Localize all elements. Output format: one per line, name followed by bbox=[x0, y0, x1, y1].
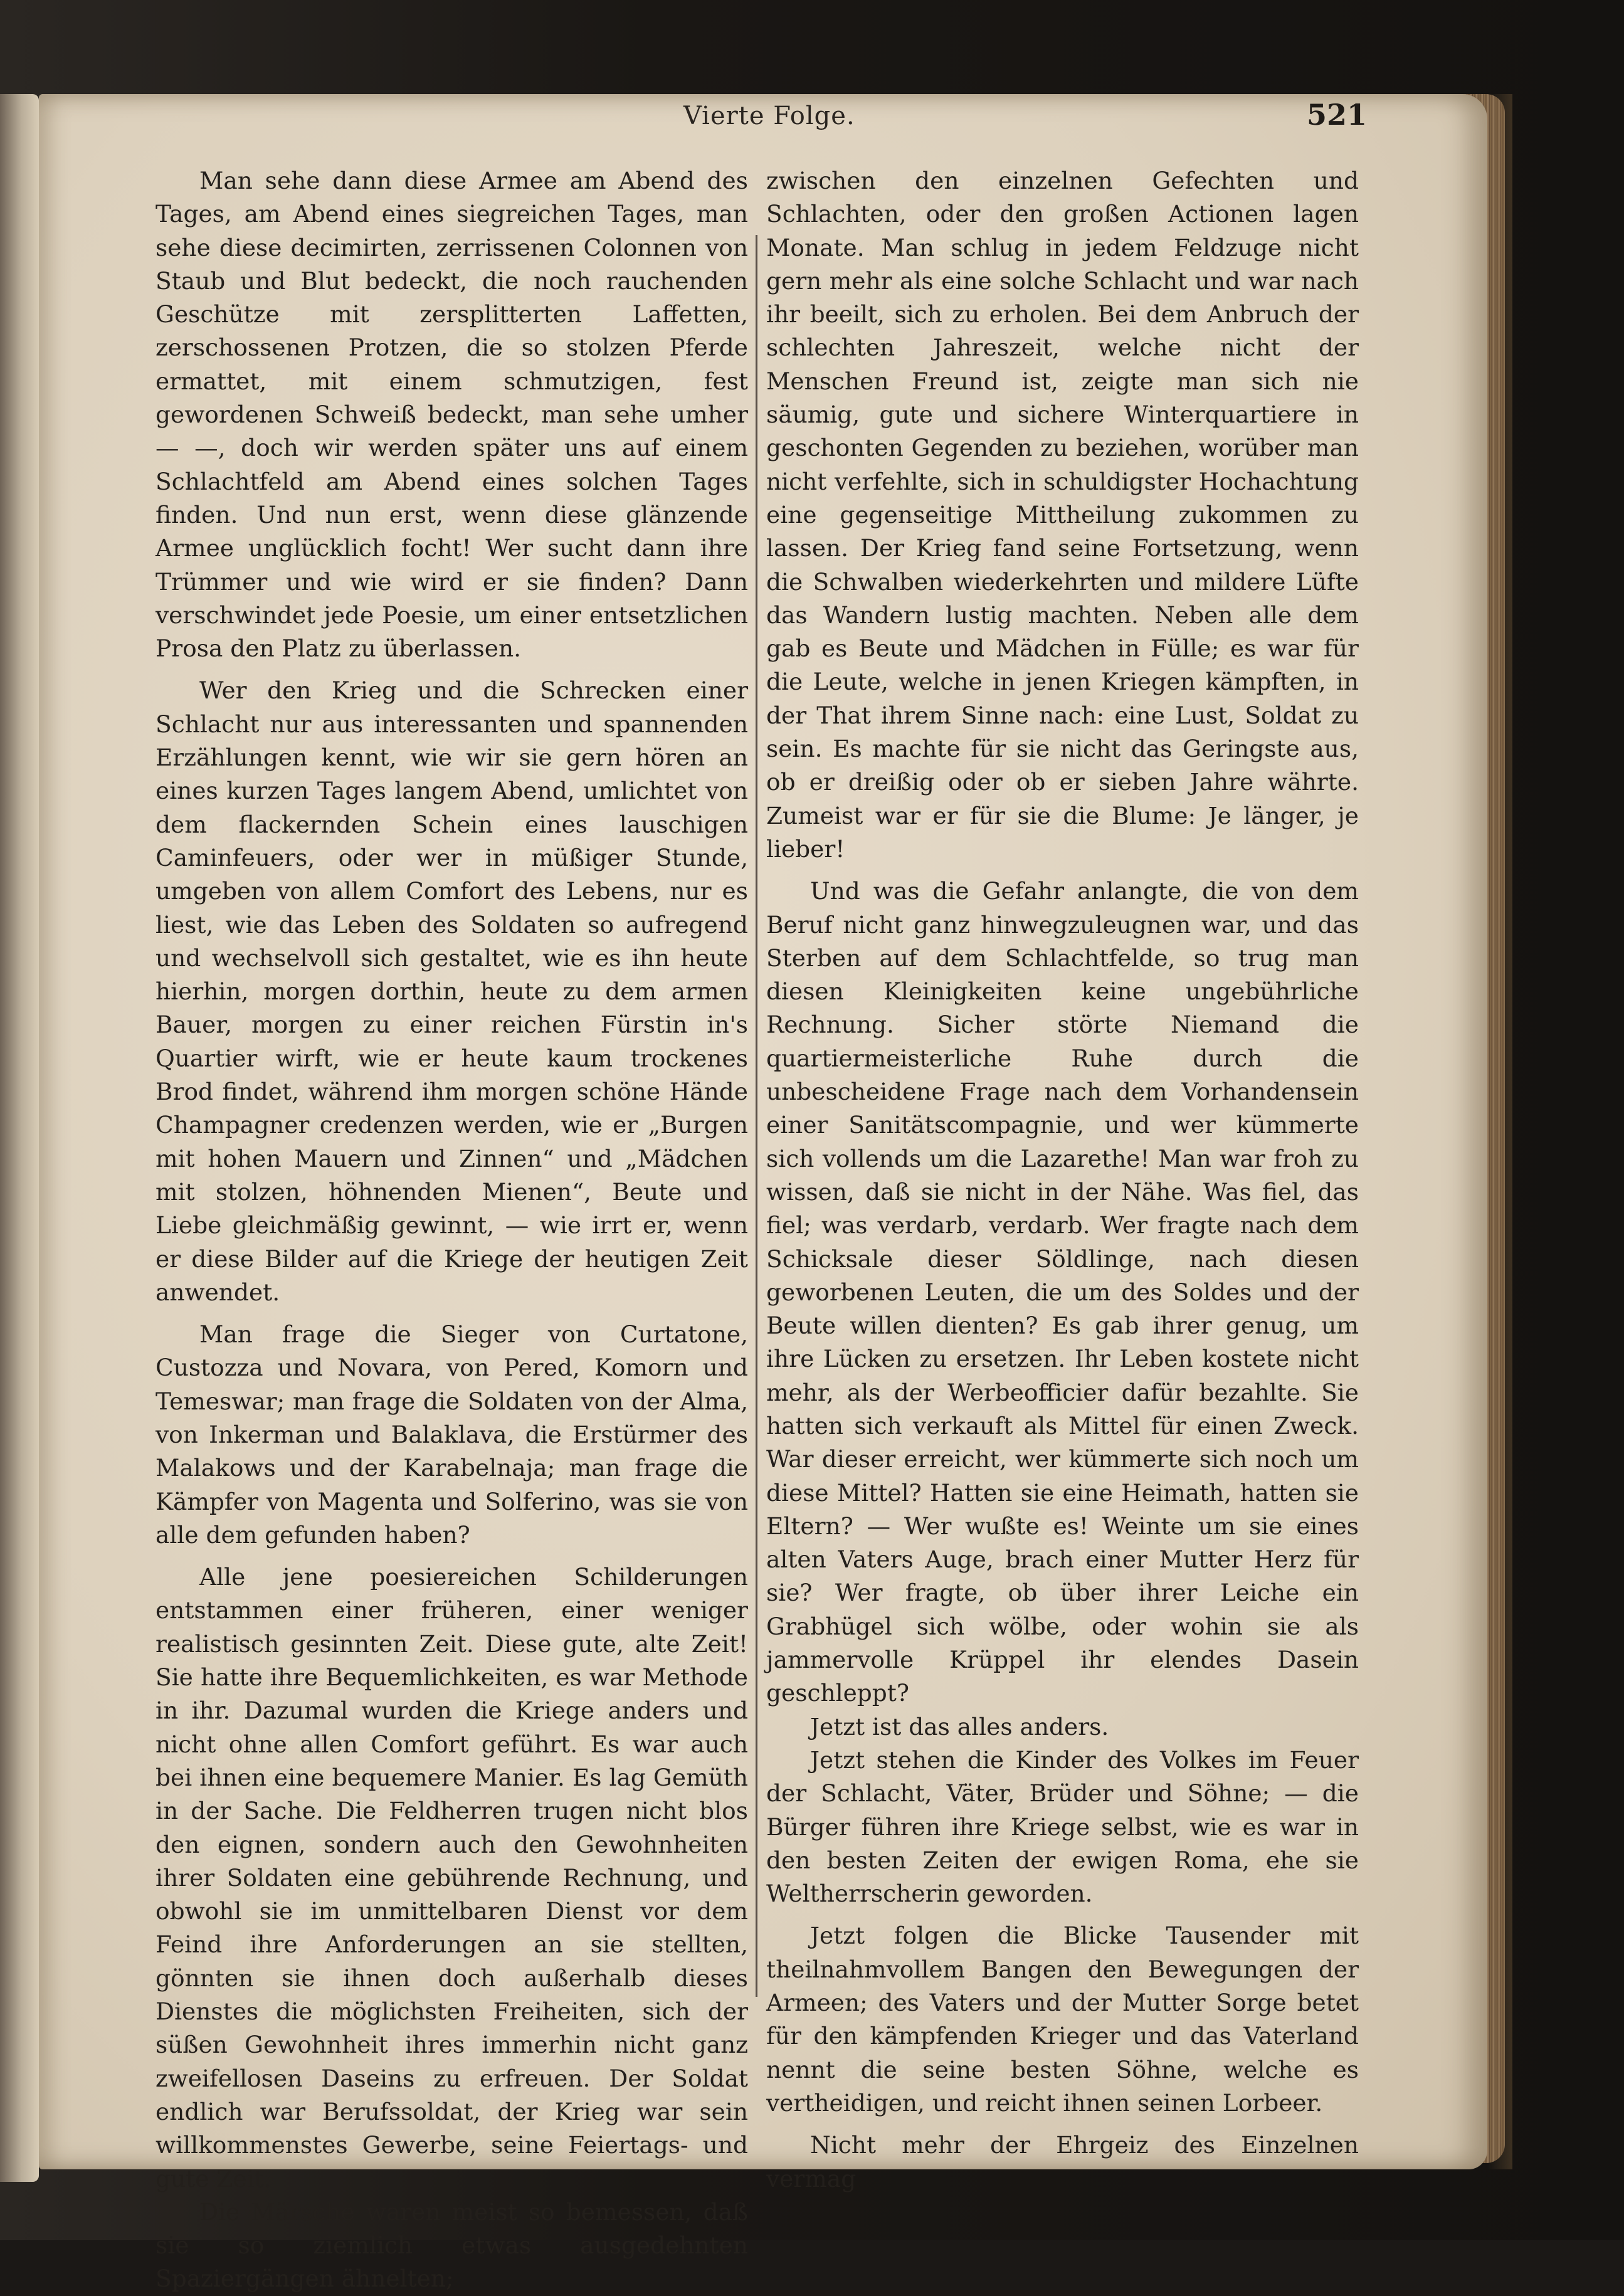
paragraph: Jetzt ist das alles anders. bbox=[810, 1712, 1109, 1740]
paragraph: zwischen den einzelnen Gefechten und Schlachten, oder den großen Actionen lagen Monate. Man schlug in jedem Feldzuge nicht gern mehr als eine solche Schlacht und war nach ihr beeilt, sich zu erholen. Bei dem Anbruch der schlechten Jahreszeit, welche nicht der Menschen Freund ist, zeigte man sich nie säumig, gute und sichere Winterquartiere in geschonten Gegenden zu beziehen, worüber man nicht verfehlte, sich in schuldigster Hochachtung eine gegenseitige Mittheilung zukommen zu lassen. Der Krieg fand seine Fortsetzung, wenn die Schwalben wiederkehrten und mildere Lüfte das Wandern lustig machten. Neben alle dem gab es Beute und Mädchen in Fülle; es war für die Leute, welche in jenen Kriegen kämpften, in der That ihrem Sinne nach: eine Lust, Soldat zu sein. Es machte für sie nicht das Geringste aus, ob er dreißig oder ob er sieben Jahre währte. Zumeist war er für sie die Blume: Je länger, je lieber! bbox=[766, 167, 1359, 863]
paragraph: Alle jene poesiereichen Schilderungen entstammen einer früheren, einer weniger realistisch gesinnten Zeit. Diese gute, alte Zeit! Sie hatte ihre Bequemlichkeiten, es war Methode in ihr. Dazumal wurden die Kriege anders und nicht ohne allen Comfort geführt. Es war auch bei ihnen eine bequemere Manier. Es lag Gemüth in der Sache. Die Feldherren trugen nicht blos den eignen, sondern auch den Gewohnheiten ihrer Soldaten eine gebührende Rechnung, und obwohl sie im unmittelbaren Dienst vor dem Feind ihre Anforderungen an sie stellten, gönnten sie ihnen doch außerhalb dieses Dienstes die möglichsten Freiheiten, sich der süßen Gewohnheit ihres immerhin nicht ganz zweifellosen Daseins zu erfreuen. Der Soldat endlich war Berufssoldat, der Krieg war sein willkommenstes Gewerbe, seine Feiertags- und gute Zeit. bbox=[156, 1563, 748, 2193]
running-head: Vierte Folge. bbox=[683, 102, 855, 130]
page-curl-shadow bbox=[1487, 94, 1512, 2169]
page-number: 521 bbox=[1306, 98, 1367, 132]
page-header bbox=[683, 98, 1367, 139]
left-column bbox=[156, 164, 748, 2296]
paragraph: Und was die Gefahr anlangte, die von dem Beruf nicht ganz hinwegzuleugnen war, und das Sterben auf dem Schlachtfelde, so trug man diesen Kleinigkeiten keine ungebührliche Rechnung. Sicher störte Niemand die quartiermeisterliche Ruhe durch die unbescheidene Frage nach dem Vorhandensein einer Sanitätscompagnie, und wer kümmerte sich vollends um die Lazarethe! Man war froh zu wissen, daß sie nicht in der Nähe. Was fiel, das fiel; was verdarb, verdarb. Wer fragte nach dem Schicksale dieser Söldlinge, nach diesen geworbenen Leuten, die um des Soldes und der Beute willen dienten? Es gab ihrer genug, um ihre Lücken zu ersetzen. Ihr Leben kostete nicht mehr, als der Werbeofficier dafür bezahlte. Sie hatten sich verkauft als Mittel für einen Zweck. War dieser erreicht, wer kümmerte sich noch um diese Mittel? Hatten sie eine Heimath, hatten sie Eltern? — Wer wußte es! Weinte um sie eines alten Vaters Auge, brach einer Mutter Herz für sie? Wer fragte, ob über ihrer Leiche ein Grabhügel sich wölbe, oder wohin sie als jammervolle Krüppel ihr elendes Dasein geschleppt? bbox=[766, 877, 1359, 1707]
paragraph: Jetzt folgen die Blicke Tausender mit theilnahmvollem Bangen den Bewegungen der Armeen; des Vaters und der Mutter Sorge betet für den kämpfenden Krieger und das Vaterland nennt die seine besten Söhne, welche es vertheidigen, und reicht ihnen seinen Lorbeer. bbox=[766, 1922, 1359, 2117]
paragraph: Man sehe dann diese Armee am Abend des Tages, am Abend eines siegreichen Tages, man sehe diese decimirten, zerrissenen Colonnen von Staub und Blut bedeckt, die noch rauchenden Geschütze mit zersplitterten Laffetten, zerschossenen Protzen, die so stolzen Pferde ermattet, mit einem schmutzigen, fest gewordenen Schweiß bedeckt, man sehe umher — —, doch wir werden später uns auf einem Schlachtfeld am Abend eines solchen Tages finden. Und nun erst, wenn diese glänzende Armee unglücklich focht! Wer sucht dann ihre Trümmer und wie wird er sie finden? Dann verschwindet jede Poesie, um einer entsetzlichen Prosa den Platz zu überlassen. bbox=[156, 167, 748, 663]
previous-page-edge bbox=[0, 94, 39, 2182]
paragraph: Die Märsche waren meist so bemessen, daß sie so ziemlich etwas ausgedehnten Spaziergängen ähnelten; bbox=[156, 2198, 748, 2293]
paragraph: Man frage die Sieger von Curtatone, Custozza und Novara, von Pered, Komorn und Temeswar; man frage die Soldaten von der Alma, von Inkerman und Balaklava, die Erstürmer des Malakows und der Karabelnaja; man frage die Kämpfer von Magenta und Solferino, was sie von alle dem gefunden haben? bbox=[156, 1320, 748, 1549]
column-divider bbox=[756, 235, 757, 1997]
paragraph: Wer den Krieg und die Schrecken einer Schlacht nur aus interessanten und spannenden Erzählungen kennt, wie wir sie gern hören an eines kurzen Tages langem Abend, umlichtet von dem flackernden Schein eines lauschigen Caminfeuers, oder wer in müßiger Stunde, umgeben von allem Comfort des Lebens, nur es liest, wie das Leben des Soldaten so aufregend und wechselvoll sich gestaltet, wie es ihn heute hierhin, morgen dorthin, heute zu dem armen Bauer, morgen zu einer reichen Fürstin in's Quartier wirft, wie er heute kaum trockenes Brod findet, während ihm morgen schöne Hände Champagner credenzen werden, wie er „Burgen mit hohen Mauern und Zinnen“ und „Mädchen mit stolzen, höhnenden Mienen“, Beute und Liebe gleichmäßig gewinnt, — wie irrt er, wenn er diese Bilder auf die Kriege der heutigen Zeit anwendet. bbox=[156, 677, 748, 1306]
right-column bbox=[766, 164, 1359, 2196]
paragraph: Jetzt stehen die Kinder des Volkes im Feuer der Schlacht, Väter, Brüder und Söhne; — die Bürger führen ihre Kriege selbst, wie es war in den besten Zeiten der ewigen Roma, ehe sie Weltherrscherin geworden. bbox=[766, 1746, 1359, 1908]
paragraph: Nicht mehr der Ehrgeiz des Einzelnen vermag bbox=[766, 2131, 1359, 2193]
